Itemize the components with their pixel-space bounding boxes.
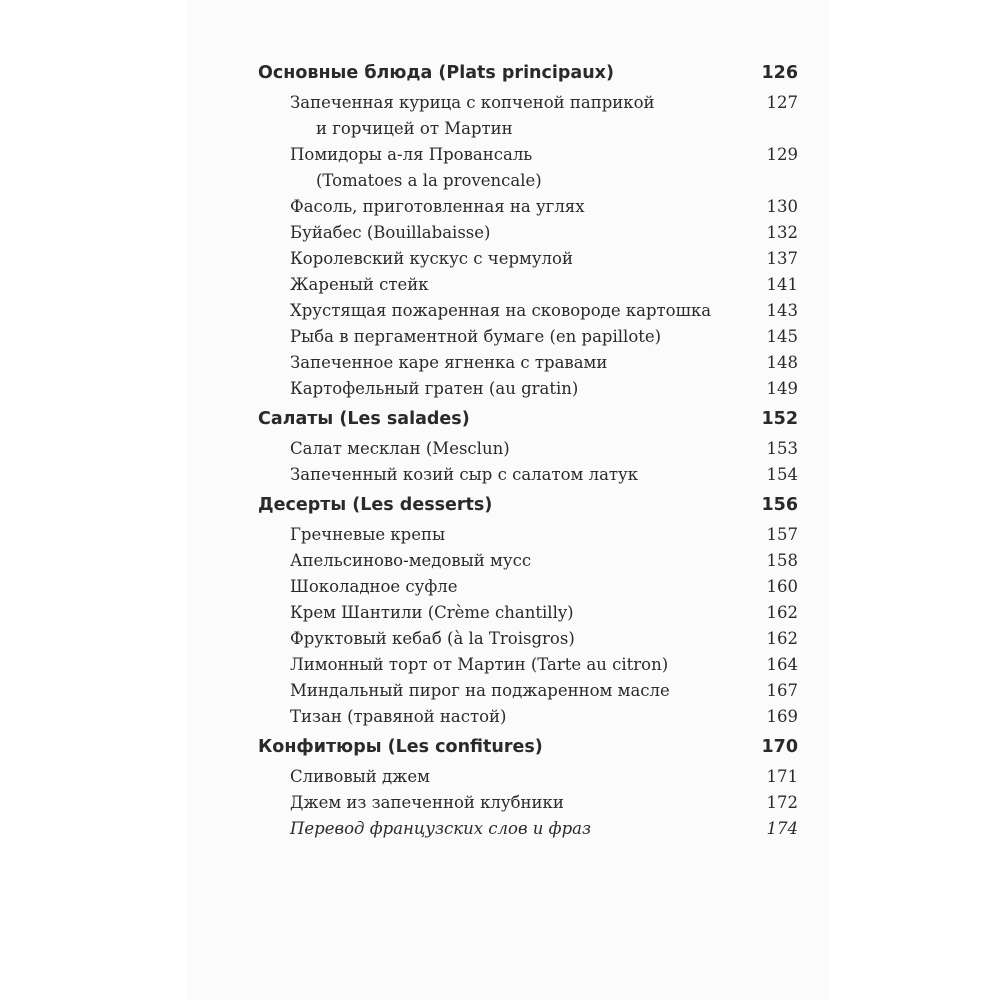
- toc-entry: [258, 272, 798, 298]
- entry-page-number: 153: [766, 439, 798, 458]
- section-page-number: 126: [761, 63, 798, 83]
- entry-page-number: 130: [766, 197, 798, 216]
- toc-section-salads: [258, 402, 798, 488]
- toc-section-main-dishes: [258, 56, 798, 402]
- entry-page-number: 160: [766, 577, 798, 596]
- entry-title: Буйабес (Bouillabaisse): [290, 223, 491, 242]
- toc-entry: [258, 220, 798, 246]
- section-page-number: 156: [761, 495, 798, 515]
- section-heading: [258, 730, 798, 764]
- toc-entry: [258, 324, 798, 350]
- entry-page-number: 127: [766, 93, 798, 112]
- toc-entry: [258, 626, 798, 652]
- toc-entry: [258, 652, 798, 678]
- entry-page-number: 157: [766, 525, 798, 544]
- entry-page-number: 174: [766, 819, 798, 838]
- entry-title: Салат месклан (Mesclun): [290, 439, 510, 458]
- entry-page-number: 162: [766, 603, 798, 622]
- entry-title: Запеченный козий сыр с салатом латук: [290, 465, 639, 484]
- toc-entry: [258, 376, 798, 402]
- entry-page-number: 132: [766, 223, 798, 242]
- toc-entry-glossary: [258, 816, 798, 842]
- entry-page-number: 171: [766, 767, 798, 786]
- section-heading: [258, 402, 798, 436]
- entry-page-number: 149: [766, 379, 798, 398]
- entry-title: Сливовый джем: [290, 767, 430, 786]
- entry-title: Тизан (травяной настой): [290, 707, 507, 726]
- entry-page-number: 169: [766, 707, 798, 726]
- entry-title: Перевод французских слов и фраз: [290, 819, 591, 838]
- toc-entry: [258, 436, 798, 462]
- entry-page-number: 172: [766, 793, 798, 812]
- section-title: Десерты (Les desserts): [258, 495, 493, 515]
- toc-entry: [258, 90, 798, 142]
- entry-title: Запеченная курица с копченой паприкой и горчицей от Мартин: [290, 93, 655, 138]
- entry-title: Гречневые крепы: [290, 525, 446, 544]
- entry-page-number: 162: [766, 629, 798, 648]
- entry-page-number: 164: [766, 655, 798, 674]
- entry-title: Рыба в пергаментной бумаге (en papillote): [290, 327, 662, 346]
- toc-entry: [258, 350, 798, 376]
- section-page-number: 152: [761, 409, 798, 429]
- toc-entry: [258, 704, 798, 730]
- toc-entry: [258, 764, 798, 790]
- section-heading: [258, 488, 798, 522]
- entry-title: Картофельный гратен (au gratin): [290, 379, 579, 398]
- toc-entry: [258, 574, 798, 600]
- entry-title: Помидоры а-ля Провансаль (Tomatoes a la provencale): [290, 145, 542, 190]
- entry-page-number: 137: [766, 249, 798, 268]
- toc-entry: [258, 548, 798, 574]
- entry-title: Апельсиново-медовый мусс: [290, 551, 532, 570]
- section-title: Основные блюда (Plats principaux): [258, 63, 614, 83]
- toc-entry: [258, 246, 798, 272]
- entry-title: Королевский кускус с чермулой: [290, 249, 573, 268]
- entry-page-number: 158: [766, 551, 798, 570]
- toc-entry: [258, 678, 798, 704]
- entry-title: Миндальный пирог на поджаренном масле: [290, 681, 670, 700]
- section-heading: [258, 56, 798, 90]
- entry-page-number: 141: [766, 275, 798, 294]
- entry-title: Лимонный торт от Мартин (Tarte au citron): [290, 655, 669, 674]
- section-title: Конфитюры (Les confitures): [258, 737, 543, 757]
- entry-title: Запеченное каре ягненка с травами: [290, 353, 608, 372]
- toc-section-desserts: [258, 488, 798, 730]
- toc-entry: [258, 194, 798, 220]
- entry-title: Фруктовый кебаб (à la Troisgros): [290, 629, 575, 648]
- entry-page-number: 145: [766, 327, 798, 346]
- section-page-number: 170: [761, 737, 798, 757]
- toc-entry: [258, 522, 798, 548]
- toc-entry: [258, 142, 798, 194]
- entry-page-number: 143: [766, 301, 798, 320]
- entry-page-number: 167: [766, 681, 798, 700]
- entry-title: Хрустящая пожаренная на сковороде картошка: [290, 301, 712, 320]
- entry-title: Жареный стейк: [290, 275, 429, 294]
- entry-title: Крем Шантили (Crème chantilly): [290, 603, 574, 622]
- toc-entry: [258, 462, 798, 488]
- entry-title: Шоколадное суфле: [290, 577, 458, 596]
- toc-entry: [258, 298, 798, 324]
- toc-section-confitures: [258, 730, 798, 842]
- entry-page-number: 148: [766, 353, 798, 372]
- table-of-contents: [258, 56, 798, 842]
- toc-entry: [258, 790, 798, 816]
- entry-title: Фасоль, приготовленная на углях: [290, 197, 585, 216]
- toc-entry: [258, 600, 798, 626]
- section-title: Салаты (Les salades): [258, 409, 470, 429]
- entry-page-number: 129: [766, 145, 798, 164]
- entry-page-number: 154: [766, 465, 798, 484]
- entry-title: Джем из запеченной клубники: [290, 793, 564, 812]
